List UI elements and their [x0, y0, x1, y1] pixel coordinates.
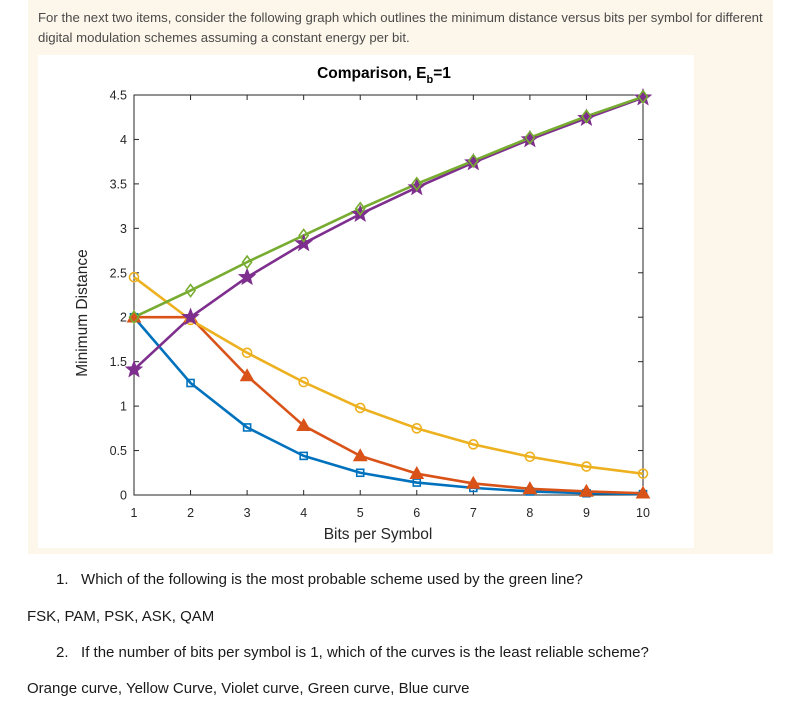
chart-container — [38, 55, 694, 548]
chart-title — [317, 65, 451, 86]
plot-area — [134, 95, 643, 495]
x-axis-label: Bits per Symbol — [323, 526, 433, 543]
x-tick-label: 1 — [130, 506, 138, 520]
chart-title-subscript: b — [426, 74, 434, 86]
question-1-options: FSK, PAM, PSK, ASK, QAM — [27, 608, 215, 625]
chart-title-suffix: =1 — [433, 65, 451, 82]
y-tick-label: 2 — [120, 310, 127, 325]
chart-title-main: Comparison, E — [317, 65, 427, 82]
x-tick-label: 9 — [582, 506, 590, 520]
question-2-text: If the number of bits per symbol is 1, which of the curves is the least reliable scheme? — [81, 644, 649, 661]
y-tick-label: 3.5 — [109, 177, 127, 192]
question-1-number: 1. — [56, 571, 69, 588]
y-tick-label: 0.5 — [109, 444, 127, 459]
y-tick-label: 1 — [120, 399, 127, 414]
x-tick-label: 2 — [187, 506, 195, 520]
y-tick-label: 4 — [120, 132, 127, 147]
question-1-text: Which of the following is the most probable scheme used by the green line? — [81, 571, 583, 588]
x-tick-label: 8 — [526, 506, 534, 520]
question-context-panel — [28, 0, 773, 554]
x-tick-label: 6 — [413, 506, 421, 520]
question-2 — [56, 644, 649, 661]
question-2-number: 2. — [56, 644, 69, 661]
y-tick-label: 0 — [120, 488, 127, 503]
x-tick-label: 10 — [636, 506, 650, 520]
x-tick-label: 5 — [356, 506, 364, 520]
x-tick-label: 4 — [300, 506, 308, 520]
y-tick-label: 4.5 — [109, 88, 127, 103]
x-tick-label: 3 — [243, 506, 251, 520]
y-tick-label: 1.5 — [109, 355, 127, 370]
y-axis-label: Minimum Distance — [74, 249, 91, 377]
y-tick-label: 2.5 — [109, 266, 127, 281]
question-2-options: Orange curve, Yellow Curve, Violet curve, Green curve, Blue curve — [27, 680, 470, 697]
chart-svg — [38, 55, 694, 548]
intro-text: For the next two items, consider the following graph which outlines the minimum distance versus bits per symbol for different digital modulation schemes assuming a constant energy per bit. — [38, 10, 763, 45]
plot-frame — [134, 95, 643, 495]
y-tick-label: 3 — [120, 221, 127, 236]
question-1 — [56, 571, 583, 588]
x-tick-label: 7 — [469, 506, 477, 520]
